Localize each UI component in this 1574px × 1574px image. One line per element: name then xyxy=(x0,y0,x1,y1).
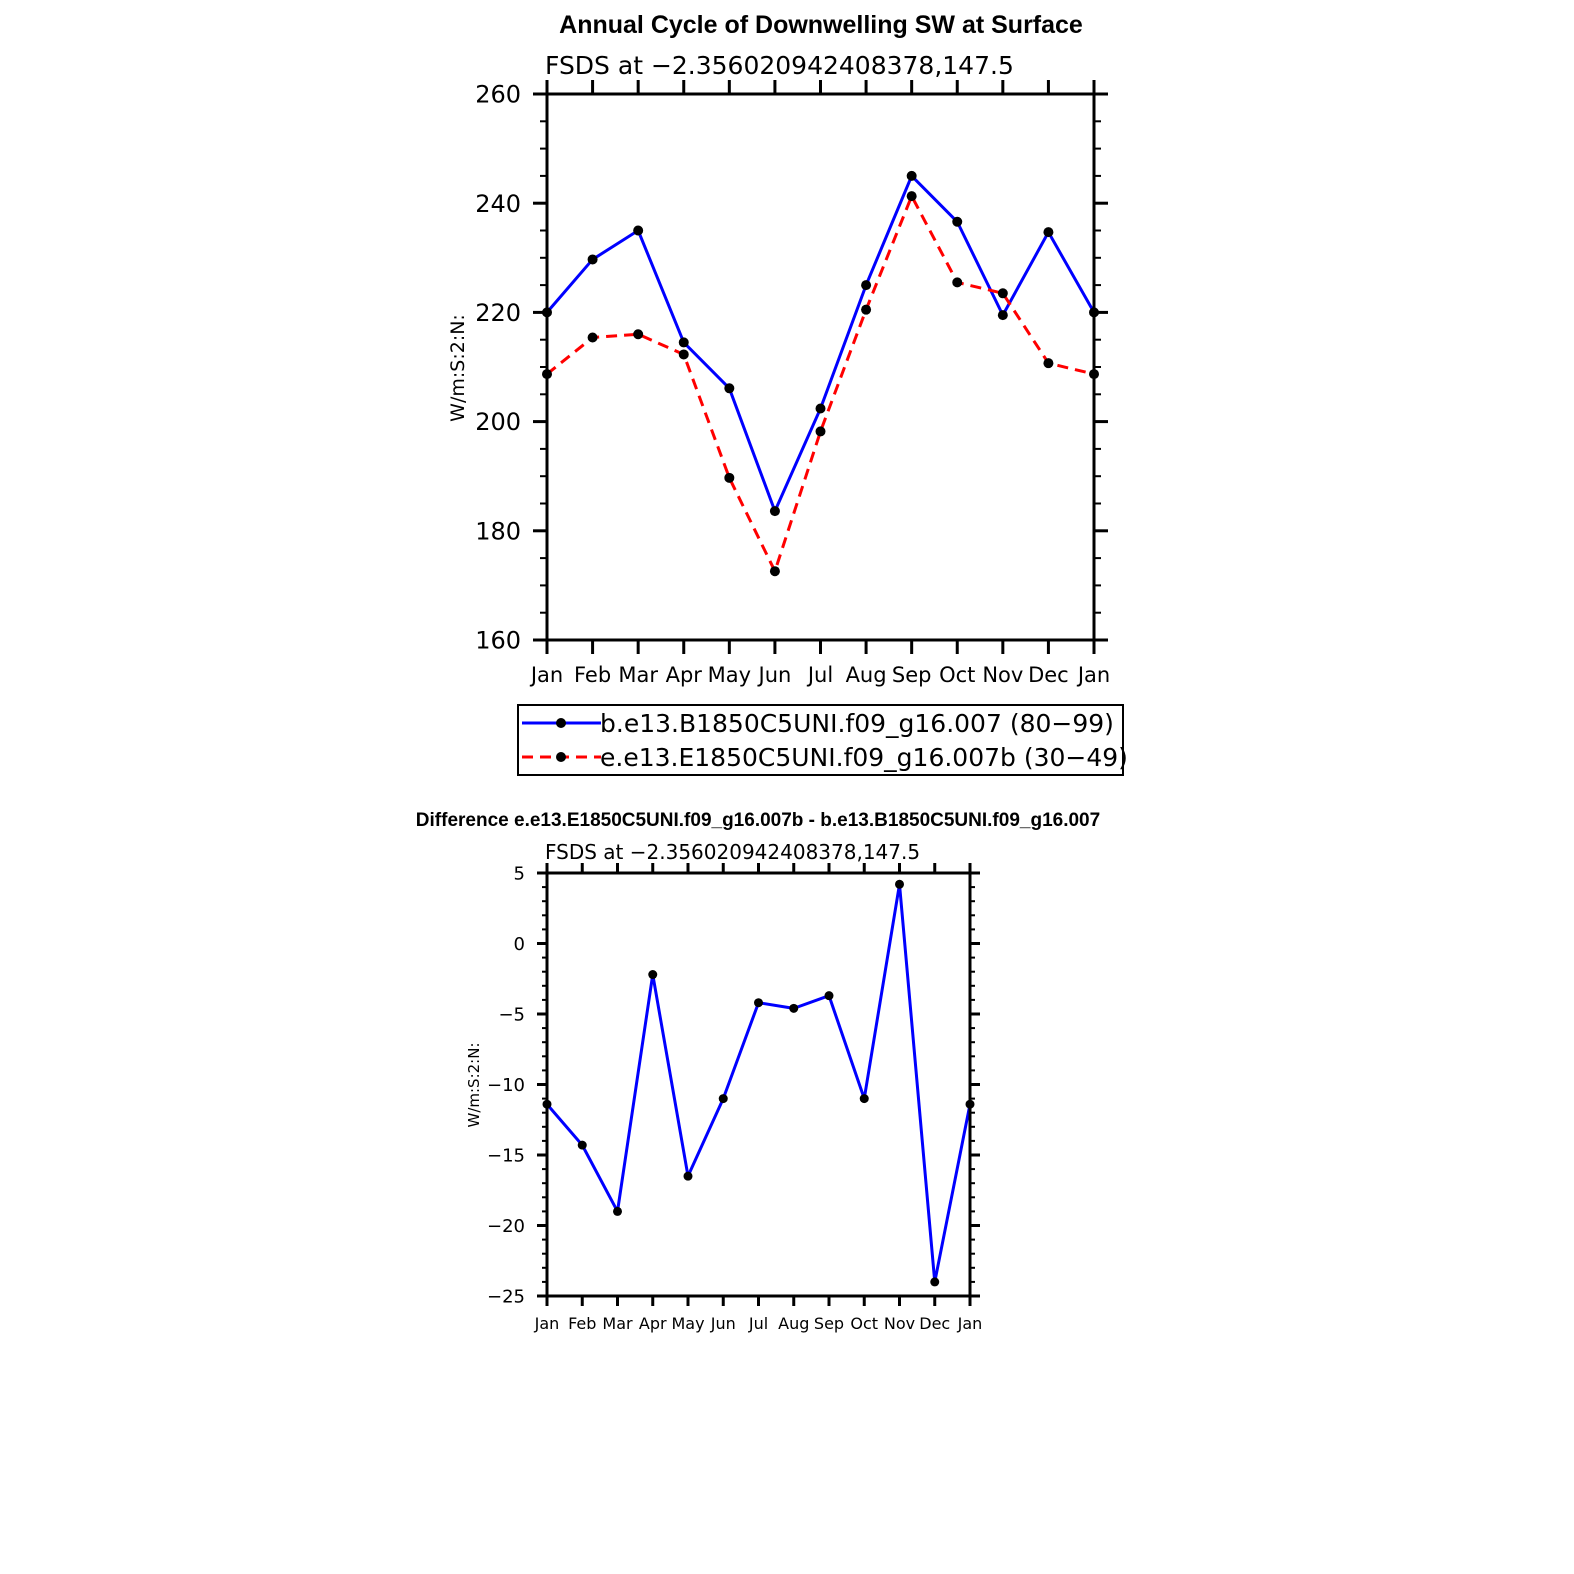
annual-cycle-panel xyxy=(447,11,1110,687)
data-point xyxy=(860,1094,869,1103)
y-tick-label: −15 xyxy=(487,1145,525,1167)
data-point xyxy=(861,280,871,290)
data-point xyxy=(825,991,834,1000)
y-tick-label: 180 xyxy=(475,517,521,546)
x-tick-label: Sep xyxy=(891,663,932,687)
series-line-0 xyxy=(547,884,970,1282)
y-axis-label: W/m:S:2:N: xyxy=(447,314,469,422)
x-tick-label: May xyxy=(707,663,752,687)
data-point xyxy=(816,426,826,436)
x-tick-label: Mar xyxy=(602,1314,633,1333)
x-tick-label: Dec xyxy=(919,1314,951,1333)
series-lines xyxy=(547,884,970,1282)
series-lines xyxy=(547,176,1094,571)
x-tick-label: Nov xyxy=(883,1314,916,1333)
x-tick-label: Jun xyxy=(710,1314,736,1333)
y-axis-label: W/m:S:2:N: xyxy=(465,1042,483,1128)
data-point xyxy=(998,288,1008,298)
y-tick-label: 5 xyxy=(513,863,525,885)
data-point xyxy=(907,191,917,201)
x-tick-label: Jan xyxy=(957,1314,983,1333)
x-tick-label: Mar xyxy=(618,663,658,687)
data-point xyxy=(648,970,657,979)
data-point xyxy=(754,998,763,1007)
data-point xyxy=(998,310,1008,320)
x-tick-label: Aug xyxy=(845,663,887,687)
y-tick-label: 260 xyxy=(475,80,521,109)
x-tick-label: Jan xyxy=(530,663,564,687)
x-tick-label: May xyxy=(671,1314,705,1333)
y-tick-label: −10 xyxy=(487,1074,525,1096)
plot-frame xyxy=(547,873,970,1296)
data-point xyxy=(724,473,734,483)
x-tick-label: Feb xyxy=(568,1314,597,1333)
data-point xyxy=(719,1094,728,1103)
y-tick-label: −20 xyxy=(487,1215,525,1237)
chart-subtitle: FSDS at −2.356020942408378,147.5 xyxy=(545,51,1014,80)
legend xyxy=(518,705,1128,775)
y-tick-label: 200 xyxy=(475,408,521,437)
axis-ticks xyxy=(537,863,980,1306)
data-point xyxy=(633,329,643,339)
x-tick-labels xyxy=(534,1314,983,1333)
x-tick-label: Jul xyxy=(748,1314,769,1333)
x-tick-label: Aug xyxy=(778,1314,810,1333)
y-tick-labels xyxy=(487,863,525,1307)
data-point xyxy=(633,226,643,236)
x-tick-label: Apr xyxy=(665,663,702,687)
legend-marker-series-b xyxy=(556,718,566,728)
y-tick-label: −25 xyxy=(487,1286,525,1308)
data-point xyxy=(952,217,962,227)
x-tick-label: Jan xyxy=(1077,663,1111,687)
y-tick-label: 0 xyxy=(513,933,525,955)
legend-label-series-b: b.e13.B1850C5UNI.f09_g16.007 (80−99) xyxy=(600,709,1114,738)
data-point xyxy=(907,171,917,181)
chart-title: Annual Cycle of Downwelling SW at Surface xyxy=(559,11,1083,39)
x-tick-label: Nov xyxy=(982,663,1024,687)
y-tick-label: −5 xyxy=(498,1004,525,1026)
x-tick-label: Jan xyxy=(534,1314,560,1333)
x-tick-label: Jul xyxy=(807,663,834,687)
data-point xyxy=(952,277,962,287)
legend-marker-series-e xyxy=(556,752,566,762)
data-point xyxy=(1043,227,1053,237)
data-point xyxy=(578,1141,587,1150)
series-markers xyxy=(543,880,975,1287)
y-tick-label: 160 xyxy=(475,626,521,655)
y-tick-labels xyxy=(475,81,521,655)
data-point xyxy=(770,566,780,576)
data-point xyxy=(613,1207,622,1216)
y-tick-label: 220 xyxy=(475,299,521,328)
series-line-0 xyxy=(547,176,1094,511)
data-point xyxy=(588,333,598,343)
data-point xyxy=(588,254,598,264)
legend-label-series-e: e.e13.E1850C5UNI.f09_g16.007b (30−49) xyxy=(600,743,1128,772)
data-point xyxy=(930,1277,939,1286)
data-point xyxy=(895,880,904,889)
data-point xyxy=(679,337,689,347)
axis-ticks xyxy=(533,80,1108,654)
data-point xyxy=(861,305,871,315)
x-tick-label: Oct xyxy=(939,663,976,687)
data-point xyxy=(770,506,780,516)
series-line-1 xyxy=(547,196,1094,571)
x-tick-label: Feb xyxy=(573,663,612,687)
data-point xyxy=(1043,358,1053,368)
x-tick-label: Apr xyxy=(638,1314,667,1333)
x-tick-label: Oct xyxy=(850,1314,879,1333)
chart-title: Difference e.e13.E1850C5UNI.f09_g16.007b - b.e13.B1850C5UNI.f09_g16.007 xyxy=(415,810,1101,831)
x-tick-label: Jun xyxy=(758,663,792,687)
data-point xyxy=(679,349,689,359)
x-tick-labels xyxy=(529,663,1110,687)
data-point xyxy=(684,1172,693,1181)
data-point xyxy=(789,1004,798,1013)
difference-panel xyxy=(416,810,1100,1333)
plot-frame xyxy=(547,94,1094,640)
x-tick-label: Sep xyxy=(813,1314,845,1333)
x-tick-label: Dec xyxy=(1028,663,1069,687)
series-markers xyxy=(542,171,1099,576)
y-tick-label: 240 xyxy=(475,189,521,218)
chart-subtitle: FSDS at −2.356020942408378,147.5 xyxy=(545,840,921,864)
data-point xyxy=(816,403,826,413)
data-point xyxy=(724,383,734,393)
